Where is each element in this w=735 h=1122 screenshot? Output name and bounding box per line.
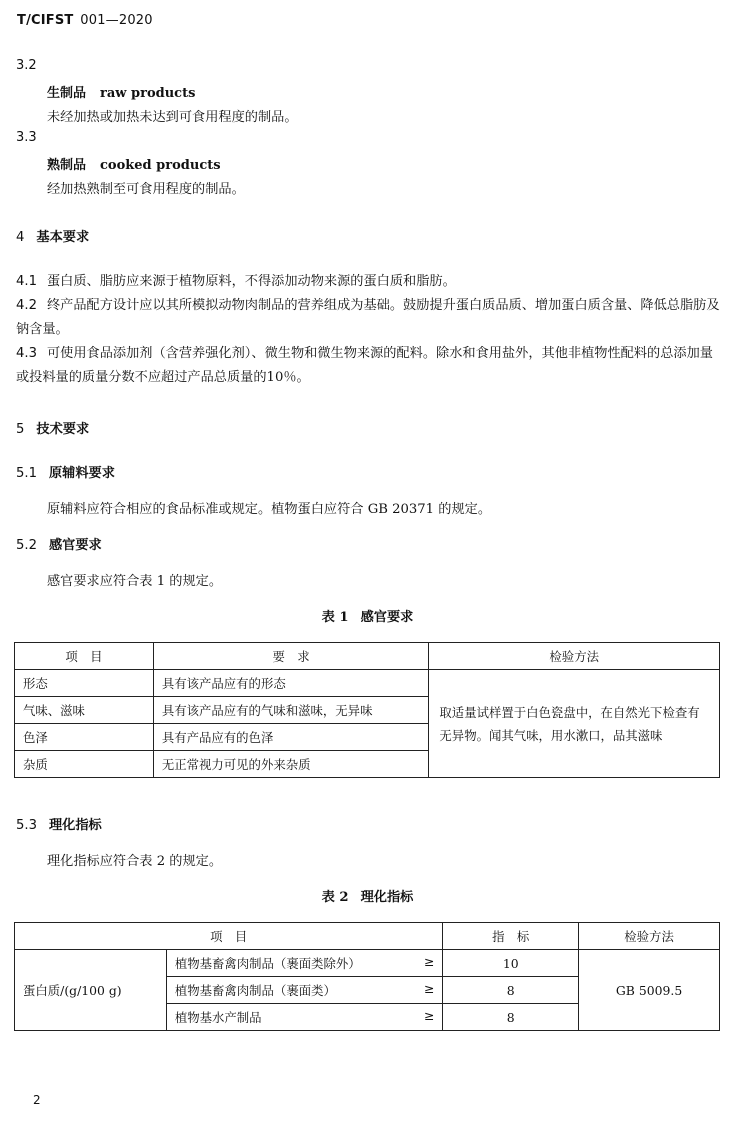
table-cell-item: 杂质 [15,751,154,778]
table-header-cell: 项 目 [15,923,443,950]
table-header-cell: 检验方法 [429,643,720,670]
table-cell-item [166,977,443,1004]
term-heading [47,82,195,101]
table-caption-number: 表 2 [321,890,349,905]
subsection-heading [16,814,102,833]
clause-number: 4.2 [16,298,37,313]
page-number: 2 [33,1093,41,1107]
subsection-title: 原辅料要求 [48,466,115,481]
sensory-requirements-table [14,642,720,778]
term-zh: 生制品 [47,86,87,101]
table-header-cell: 检验方法 [579,923,720,950]
subsection-text: 理化指标应符合表 2 的规定。 [47,854,223,869]
clause-paragraph [16,270,721,294]
table-cell-value: 8 [443,1004,579,1031]
header-code: 001—2020 [80,13,153,28]
section-title: 技术要求 [36,422,90,437]
table-cell-item [166,950,443,977]
table-cell-item: 形态 [15,670,154,697]
clause-text: 终产品配方设计应以其所模拟动物肉制品的营养组成为基础。鼓励提升蛋白质品质、增加蛋白质含量、降低总脂肪及钠含量。 [16,298,720,337]
term-definition: 未经加热或加热未达到可食用程度的制品。 [47,110,298,125]
clause-text: 蛋白质、脂肪应来源于植物原料，不得添加动物来源的蛋白质和脂肪。 [46,274,456,289]
table-caption [0,886,735,905]
term-heading [47,154,221,173]
table-header-row [15,643,720,670]
table-cell-requirement: 无正常视力可见的外来杂质 [153,751,429,778]
subsection-title: 理化指标 [48,818,102,833]
clause-number: 4.1 [16,274,37,289]
table-cell-group: 蛋白质/(g/100 g) [15,950,167,1031]
table-cell-value: 8 [443,977,579,1004]
item-label: 植物基水产制品 [174,1010,262,1025]
table-cell-method: 取适量试样置于白色瓷盘中，在自然光下检查有无异物。闻其气味，用水漱口，品其滋味 [429,670,720,778]
section-title: 基本要求 [36,230,90,245]
table-cell-value: 10 [443,950,579,977]
table-caption-title: 理化指标 [360,890,414,905]
subsection-number: 5.3 [16,818,37,833]
subsection-number: 5.2 [16,538,37,553]
table-header-cell: 要 求 [153,643,429,670]
table-cell-requirement: 具有产品应有的色泽 [153,724,429,751]
term-zh: 熟制品 [47,158,87,173]
ge-sign: ≥ [423,981,435,996]
table-cell-item: 气味、滋味 [15,697,154,724]
table-row [15,670,720,697]
standard-header [17,13,153,28]
term-definition: 经加热熟制至可食用程度的制品。 [47,182,245,197]
table-header-cell: 指 标 [443,923,579,950]
table-cell-item [166,1004,443,1031]
clause-paragraph [16,342,721,390]
clause-text: 可使用食品添加剂（含营养强化剂）、微生物和微生物来源的配料。除水和食用盐外，其他非植物性配料的总添加量或投料量的质量分数不应超过产品总质量的10％。 [16,346,713,385]
table-cell-requirement: 具有该产品应有的气味和滋味，无异味 [153,697,429,724]
subsection-title: 感官要求 [48,538,102,553]
item-label: 植物基畜禽肉制品（裹面类） [174,983,336,998]
subsection-text: 原辅料应符合相应的食品标准或规定。植物蛋白应符合 GB 20371 的规定。 [47,502,492,517]
table-row [15,950,720,977]
ge-sign: ≥ [423,954,435,969]
term-en: cooked products [100,158,221,173]
subsection-number: 5.1 [16,466,37,481]
subsection-heading [16,462,115,481]
clause-paragraph [16,294,721,342]
section-number: 5 [16,422,25,437]
item-label: 植物基畜禽肉制品（裹面类除外） [174,956,361,971]
subsection-text: 感官要求应符合表 1 的规定。 [47,574,223,589]
clause-number: 3.3 [16,130,37,145]
section-number: 4 [16,230,25,245]
physicochemical-index-table [14,922,720,1031]
subsection-heading [16,534,102,553]
section-heading [16,226,89,245]
table-header-cell: 项 目 [15,643,154,670]
table-cell-item: 色泽 [15,724,154,751]
table-caption-number: 表 1 [321,610,349,625]
clause-number: 3.2 [16,58,37,73]
header-org: T/CIFST [17,13,74,28]
table-caption [0,606,735,625]
table-cell-method: GB 5009.5 [579,950,720,1031]
table-cell-requirement: 具有该产品应有的形态 [153,670,429,697]
table-header-row [15,923,720,950]
clause-number: 4.3 [16,346,37,361]
table-caption-title: 感官要求 [360,610,414,625]
term-en: raw products [100,86,196,101]
ge-sign: ≥ [423,1008,435,1023]
section-heading [16,418,89,437]
